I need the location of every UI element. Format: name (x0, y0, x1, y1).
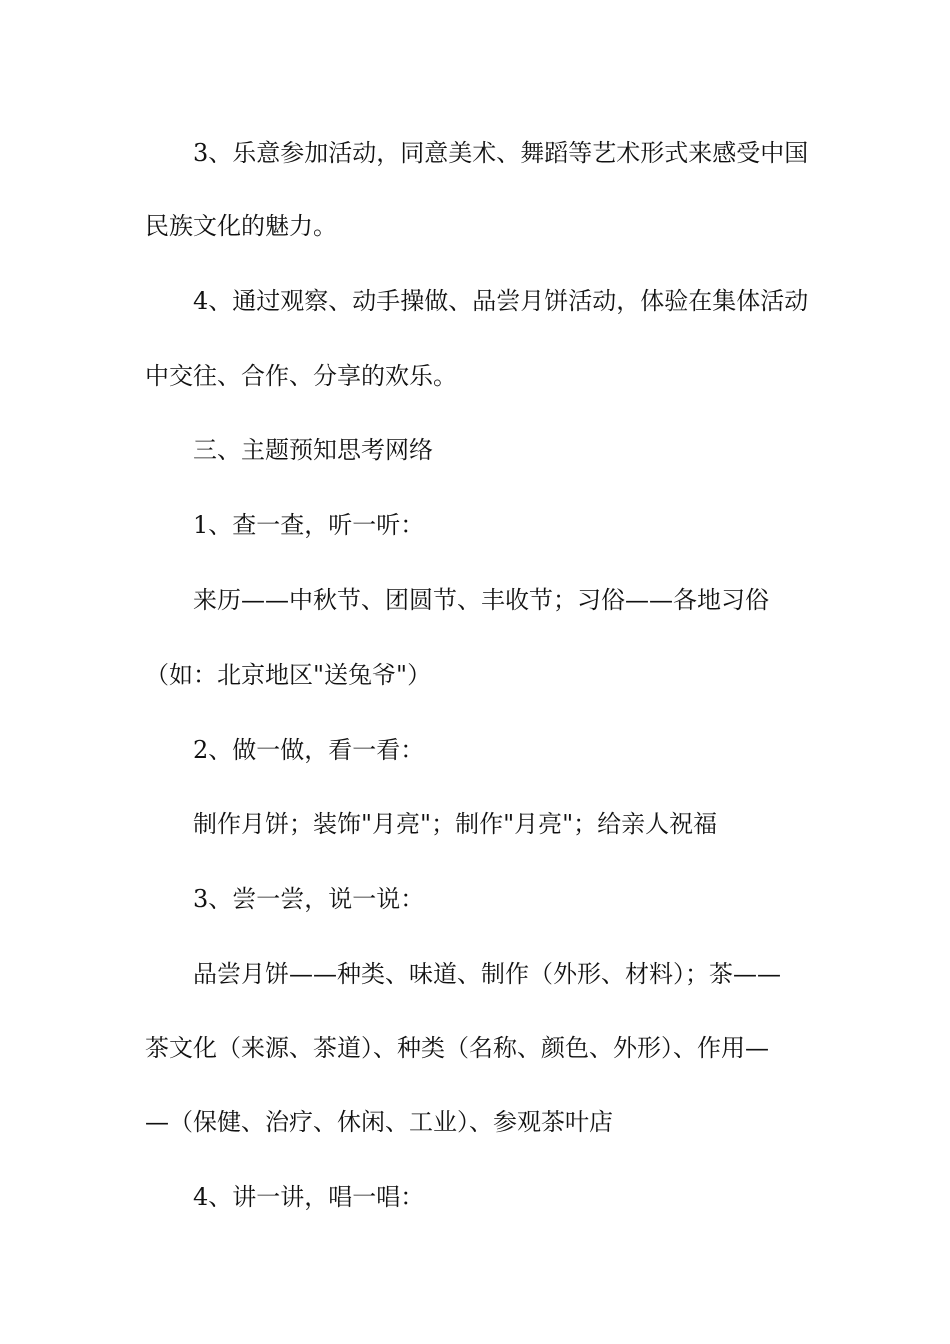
item-3-heading: 3、尝一尝，说一说： (193, 885, 425, 913)
paragraph-goal-4-continued: 中交往、合作、分享的欢乐。 (145, 362, 457, 390)
item-3-content-continued-2: —（保健、治疗、休闲、工业）、参观茶叶店 (145, 1108, 613, 1136)
item-4-heading: 4、讲一讲，唱一唱： (193, 1183, 425, 1211)
item-1-content: 来历——中秋节、团圆节、丰收节；习俗——各地习俗 (193, 586, 769, 614)
paragraph-goal-3: 3、乐意参加活动，同意美术、舞蹈等艺术形式来感受中国 (193, 139, 809, 167)
item-2-content: 制作月饼；装饰"月亮"；制作"月亮"；给亲人祝福 (193, 810, 718, 838)
item-1-content-continued: （如：北京地区"送兔爷"） (145, 661, 432, 689)
item-3-content-continued-1: 茶文化（来源、茶道）、种类（名称、颜色、外形）、作用— (145, 1034, 769, 1062)
paragraph-goal-4: 4、通过观察、动手操做、品尝月饼活动，体验在集体活动 (193, 287, 809, 315)
paragraph-goal-3-continued: 民族文化的魅力。 (145, 212, 337, 240)
item-1-heading: 1、查一查，听一听： (193, 511, 425, 539)
section-heading: 三、主题预知思考网络 (193, 436, 433, 464)
item-2-heading: 2、做一做，看一看： (193, 736, 425, 764)
item-3-content: 品尝月饼——种类、味道、制作（外形、材料）；茶—— (193, 960, 781, 988)
